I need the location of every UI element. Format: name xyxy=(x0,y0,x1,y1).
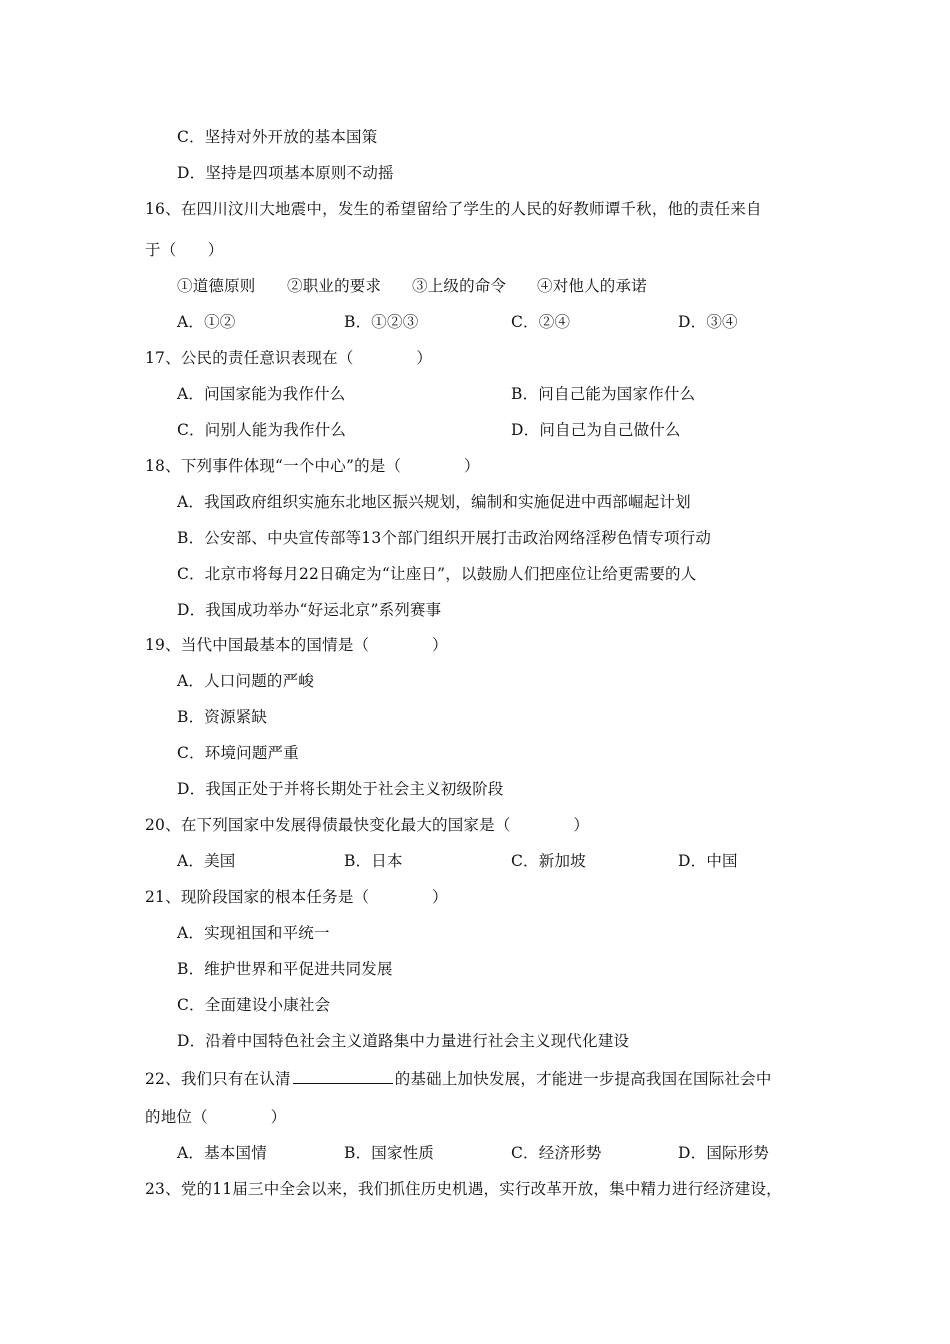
q15-option-c: C．坚持对外开放的基本国策 xyxy=(177,128,378,146)
q18-option-b: B．公安部、中央宣传部等13个部门组织开展打击政治网络淫秽色情专项行动 xyxy=(177,529,712,547)
q22-answer-blank xyxy=(293,1067,393,1084)
q16-item-1: ①道德原则 xyxy=(177,277,256,295)
q19-option-a: A．人口问题的严峻 xyxy=(177,672,314,690)
q21-option-d: D．沿着中国特色社会主义道路集中力量进行社会主义现代化建设 xyxy=(177,1032,630,1050)
q16-stem-line2: 于（ ） xyxy=(145,241,224,259)
q17-option-b: B．问自己能为国家作什么 xyxy=(511,385,696,403)
q18-option-a: A．我国政府组织实施东北地区振兴规划，编制和实施促进中西部崛起计划 xyxy=(177,493,691,511)
q22-option-d: D．国际形势 xyxy=(678,1144,770,1162)
q23-stem-line1: 23、党的11届三中全会以来，我们抓住历史机遇，实行改革开放，集中精力进行经济建设， xyxy=(145,1180,782,1198)
q16-option-d: D．③④ xyxy=(678,313,738,331)
q20-option-a: A．美国 xyxy=(177,852,236,870)
q20-option-c: C．新加坡 xyxy=(511,852,586,870)
q18-option-c: C．北京市将每月22日确定为“让座日”，以鼓励人们把座位让给更需要的人 xyxy=(177,565,697,583)
q16-option-a: A．①② xyxy=(177,313,236,331)
q18-option-d: D．我国成功举办“好运北京”系列赛事 xyxy=(177,601,442,619)
q17-option-d: D．问自己为自己做什么 xyxy=(511,421,681,439)
q16-item-3: ③上级的命令 xyxy=(412,277,507,295)
q22-stem-line2: 的地位（ ） xyxy=(145,1108,287,1126)
q16-item-2: ②职业的要求 xyxy=(287,277,382,295)
q21-option-a: A．实现祖国和平统一 xyxy=(177,924,330,942)
q22-stem-prefix: 22、我们只有在认清 xyxy=(145,1070,291,1088)
q21-option-c: C．全面建设小康社会 xyxy=(177,996,331,1014)
q22-stem-suffix: 的基础上加快发展，才能进一步提高我国在国际社会中 xyxy=(394,1070,772,1088)
q15-option-d: D．坚持是四项基本原则不动摇 xyxy=(177,164,394,182)
q16-option-b: B．①②③ xyxy=(344,313,419,331)
q22-stem-line1 xyxy=(145,1067,772,1089)
q21-stem: 21、现阶段国家的根本任务是（ ） xyxy=(145,888,448,906)
q22-option-b: B．国家性质 xyxy=(344,1144,435,1162)
q16-option-c: C．②④ xyxy=(511,313,571,331)
q18-stem: 18、下列事件体现“一个中心”的是（ ） xyxy=(145,457,480,475)
q16-stem-line1: 16、在四川汶川大地震中，发生的希望留给了学生的人民的好教师谭千秋，他的责任来自 xyxy=(145,200,762,218)
q16-item-4: ④对他人的承诺 xyxy=(537,277,647,295)
q21-option-b: B．维护世界和平促进共同发展 xyxy=(177,960,393,978)
q20-stem: 20、在下列国家中发展得债最快变化最大的国家是（ ） xyxy=(145,816,590,834)
q22-option-c: C．经济形势 xyxy=(511,1144,602,1162)
q19-option-d: D．我国正处于并将长期处于社会主义初级阶段 xyxy=(177,780,504,798)
q19-option-b: B．资源紧缺 xyxy=(177,708,268,726)
q20-option-d: D．中国 xyxy=(678,852,738,870)
q22-option-a: A．基本国情 xyxy=(177,1144,267,1162)
q19-option-c: C．环境问题严重 xyxy=(177,744,299,762)
q17-stem: 17、公民的责任意识表现在（ ） xyxy=(145,349,433,367)
q19-stem: 19、当代中国最基本的国情是（ ） xyxy=(145,636,448,654)
q20-option-b: B．日本 xyxy=(344,852,403,870)
q17-option-a: A．问国家能为我作什么 xyxy=(177,385,346,403)
q17-option-c: C．问别人能为我作什么 xyxy=(177,421,347,439)
